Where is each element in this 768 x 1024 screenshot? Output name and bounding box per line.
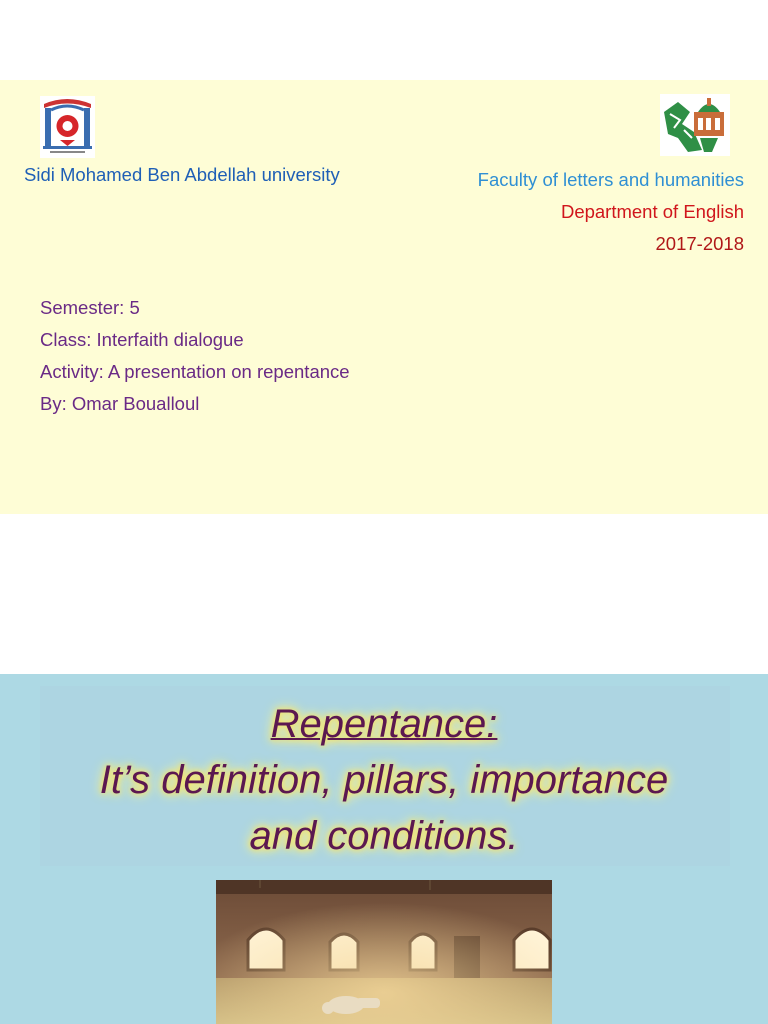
topic-slide xyxy=(0,674,768,1024)
presentation-details xyxy=(40,292,350,420)
author-line: By: Omar Boualloul xyxy=(40,393,200,414)
faculty-block xyxy=(478,164,744,260)
semester-line: Semester: 5 xyxy=(40,297,140,318)
title-line-1: Repentance: xyxy=(270,702,498,746)
slide-title xyxy=(0,696,768,864)
university-emblem-logo xyxy=(40,96,95,158)
mosque-prayer-photo xyxy=(216,880,552,1024)
faculty-mosque-logo xyxy=(660,94,730,156)
faculty-name: Faculty of letters and humanities xyxy=(477,169,744,190)
activity-line: Activity: A presentation on repentance xyxy=(40,361,350,382)
academic-year: 2017-2018 xyxy=(655,233,744,254)
class-line: Class: Interfaith dialogue xyxy=(40,329,244,350)
department-name: Department of English xyxy=(560,201,744,222)
title-line-3: and conditions. xyxy=(249,814,519,858)
university-name: Sidi Mohamed Ben Abdellah university xyxy=(24,164,340,185)
title-line-2: It’s definition, pillars, importance xyxy=(99,758,669,802)
title-slide xyxy=(0,80,768,514)
